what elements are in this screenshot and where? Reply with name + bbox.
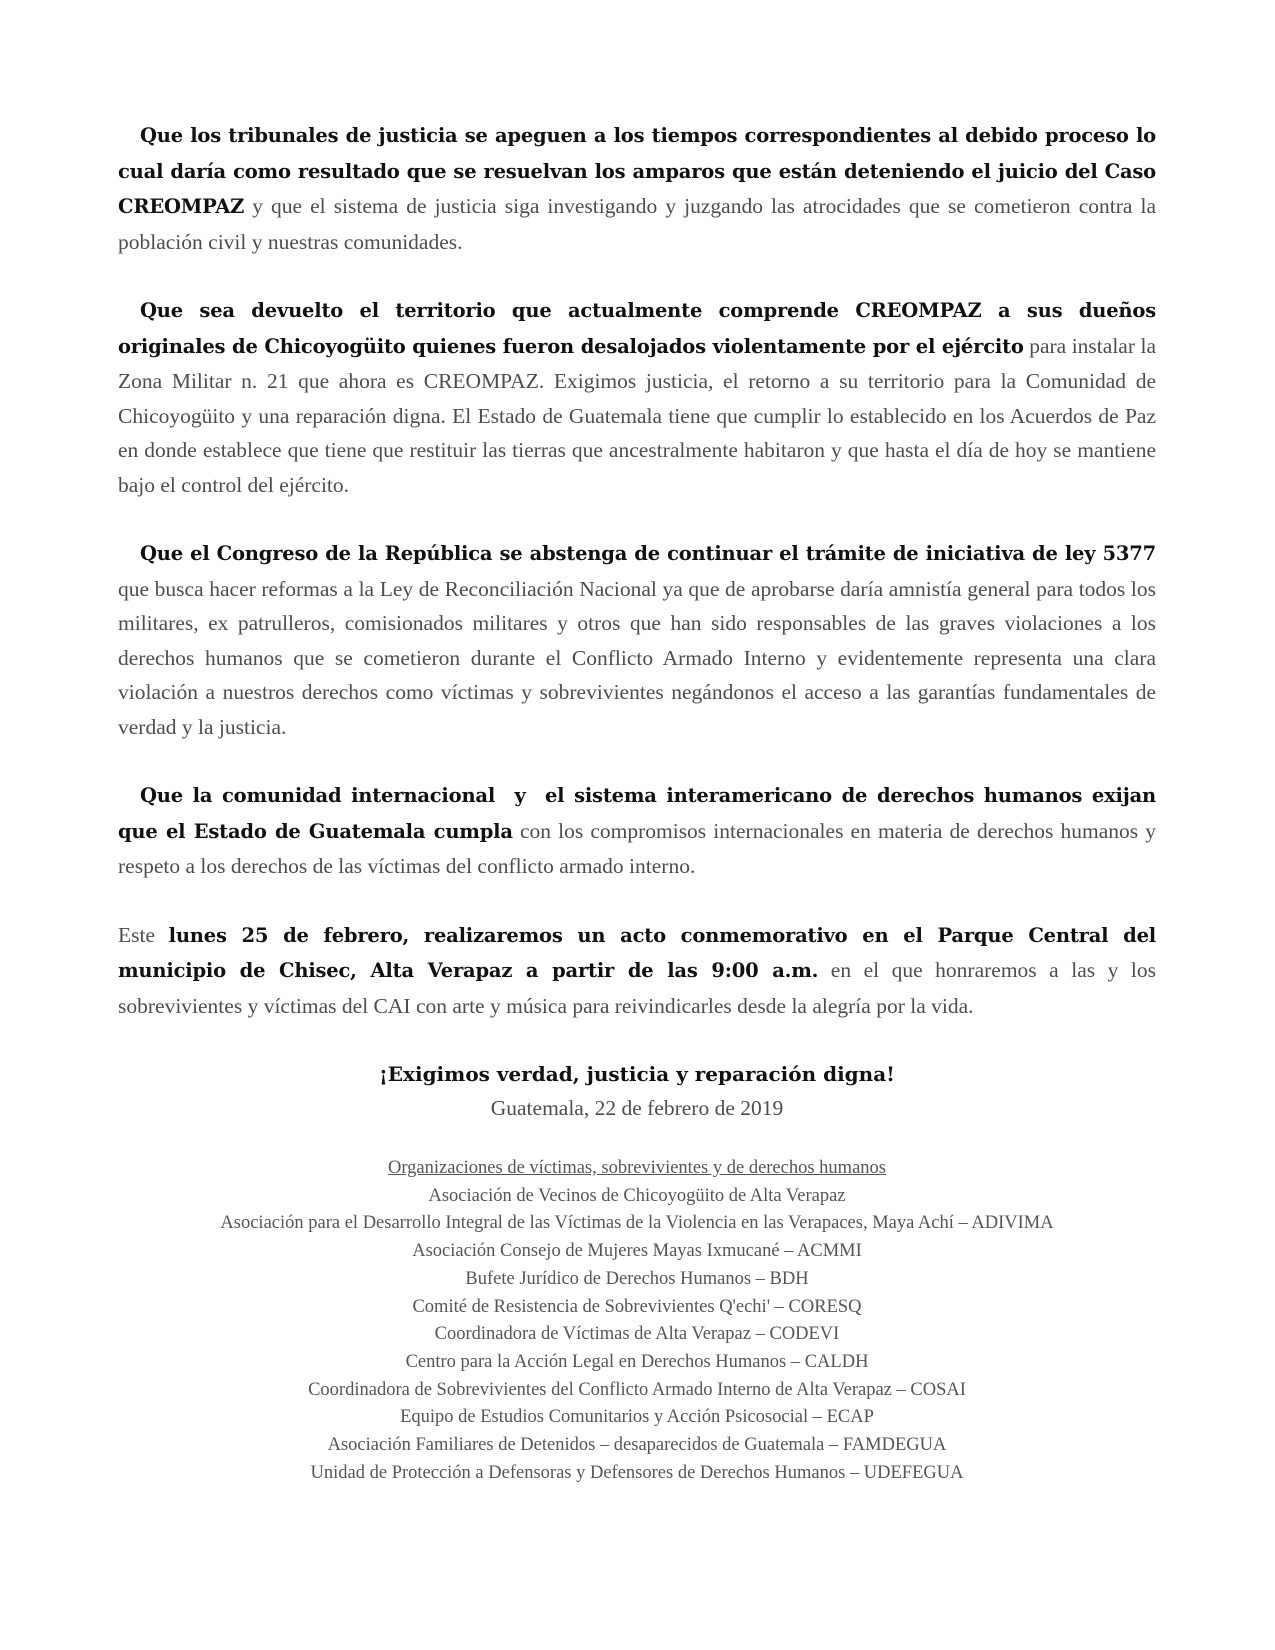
organization-item: Asociación Familiares de Detenidos – desaparecidos de Guatemala – FAMDEGUA bbox=[327, 1435, 947, 1456]
organization-item: Bufete Jurídico de Derechos Humanos – BDH bbox=[465, 1268, 809, 1289]
organization-item: Centro para la Acción Legal en Derechos Humanos – CALDH bbox=[405, 1351, 869, 1372]
demand-regular-text: para instalar la Zona Militar n. 21 que ahora es CREOMPAZ. Exigimos justicia, el retorno a su territorio para la Comunidad de Chicoyogüito y una reparación digna. El Estado de Guatemala tiene que cumplir lo establecido en los Acuerdos de Paz en donde establece que tiene que restituir las tierras que ancestralmente habitaron y que hasta el día de hoy se mantiene bajo el control del ejército. bbox=[118, 333, 1157, 497]
document-page bbox=[118, 118, 1163, 1487]
organization-item: Comité de Resistencia de Sobrevivientes Q'echi' – CORESQ bbox=[412, 1296, 862, 1317]
demand-regular-text: que busca hacer reformas a la Ley de Reconciliación Nacional ya que de aprobarse daría amnistía general para todos los militares, ex patrulleros, comisionados militares y otros que han sido responsables de las graves violaciones a los derechos humanos que se cometieron durante el Conflicto Armado Interno y evidentemente representa una clara violación a nuestros derechos como víctimas y sobrevivientes negándonos el acceso a las garantías fundamentales de verdad y la justicia. bbox=[118, 576, 1156, 739]
event-regular-text: en el que honraremos a las y los sobrevivientes y víctimas del CAI con arte y música para reivindicarles desde la alegría por la vida. bbox=[118, 958, 1156, 1018]
organization-item: Equipo de Estudios Comunitarios y Acción Psicosocial – ECAP bbox=[400, 1407, 874, 1428]
organizations-list bbox=[118, 1155, 1156, 1487]
demand-bold-text: Que el Congreso de la República se abstenga de continuar el trámite de iniciativa de ley 5377 bbox=[140, 542, 1156, 565]
closing-block bbox=[118, 1057, 1156, 1125]
organizations-heading: Organizaciones de víctimas, sobrevivientes y de derechos humanos bbox=[388, 1158, 886, 1178]
slogan: ¡Exigimos verdad, justicia y reparación digna! bbox=[379, 1062, 895, 1086]
demand-paragraph-congreso bbox=[118, 536, 1156, 744]
demand-bold-text: Que los tribunales de justicia se apeguen a los tiempos correspondientes al debido proceso lo cual daría como resultado que se resuelvan los amparos que están deteniendo el juicio del Caso CREOMPAZ bbox=[118, 124, 1156, 218]
demand-bold-text: Que la comunidad internacional y el sistema interamericano de derechos humanos exijan que el Estado de Guatemala cumpla bbox=[118, 784, 1163, 843]
organization-item: Asociación Consejo de Mujeres Mayas Ixmucané – ACMMI bbox=[412, 1241, 862, 1262]
demand-paragraph-comunidad-internacional bbox=[118, 778, 1163, 884]
demand-paragraph-tribunales bbox=[118, 118, 1156, 259]
demand-regular-text: y que el sistema de justicia siga investigando y juzgando las atrocidades que se cometieron contra la población civil y nuestras comunidades. bbox=[118, 194, 1156, 254]
place-date: Guatemala, 22 de febrero de 2019 bbox=[490, 1096, 784, 1120]
organization-item: Coordinadora de Sobrevivientes del Conflicto Armado Interno de Alta Verapaz – COSAI bbox=[308, 1379, 966, 1400]
event-lead-text: Este bbox=[118, 922, 169, 947]
demand-regular-text: con los compromisos internacionales en materia de derechos humanos y respeto a los derechos de las víctimas del conflicto armado interno. bbox=[118, 818, 1156, 878]
organization-item: Asociación de Vecinos de Chicoyogüito de Alta Verapaz bbox=[428, 1185, 846, 1206]
demand-bold-text: Que sea devuelto el territorio que actualmente comprende CREOMPAZ a sus dueños originales de Chicoyogüito quienes fueron desalojados violentamente por el ejército bbox=[118, 299, 1156, 358]
organization-item: Asociación para el Desarrollo Integral de las Víctimas de la Violencia en las Verapaces, Maya Achí – ADIVIMA bbox=[220, 1213, 1054, 1234]
demand-paragraph-territorio bbox=[118, 293, 1156, 502]
organization-item: Coordinadora de Víctimas de Alta Verapaz – CODEVI bbox=[434, 1324, 840, 1345]
organization-item: Unidad de Protección a Defensoras y Defensores de Derechos Humanos – UDEFEGUA bbox=[310, 1462, 964, 1483]
event-bold-text: lunes 25 de febrero, realizaremos un acto conmemorativo en el Parque Central del municipio de Chisec, Alta Verapaz a partir de las 9:00 a.m. bbox=[118, 923, 1156, 982]
event-paragraph bbox=[118, 918, 1156, 1024]
